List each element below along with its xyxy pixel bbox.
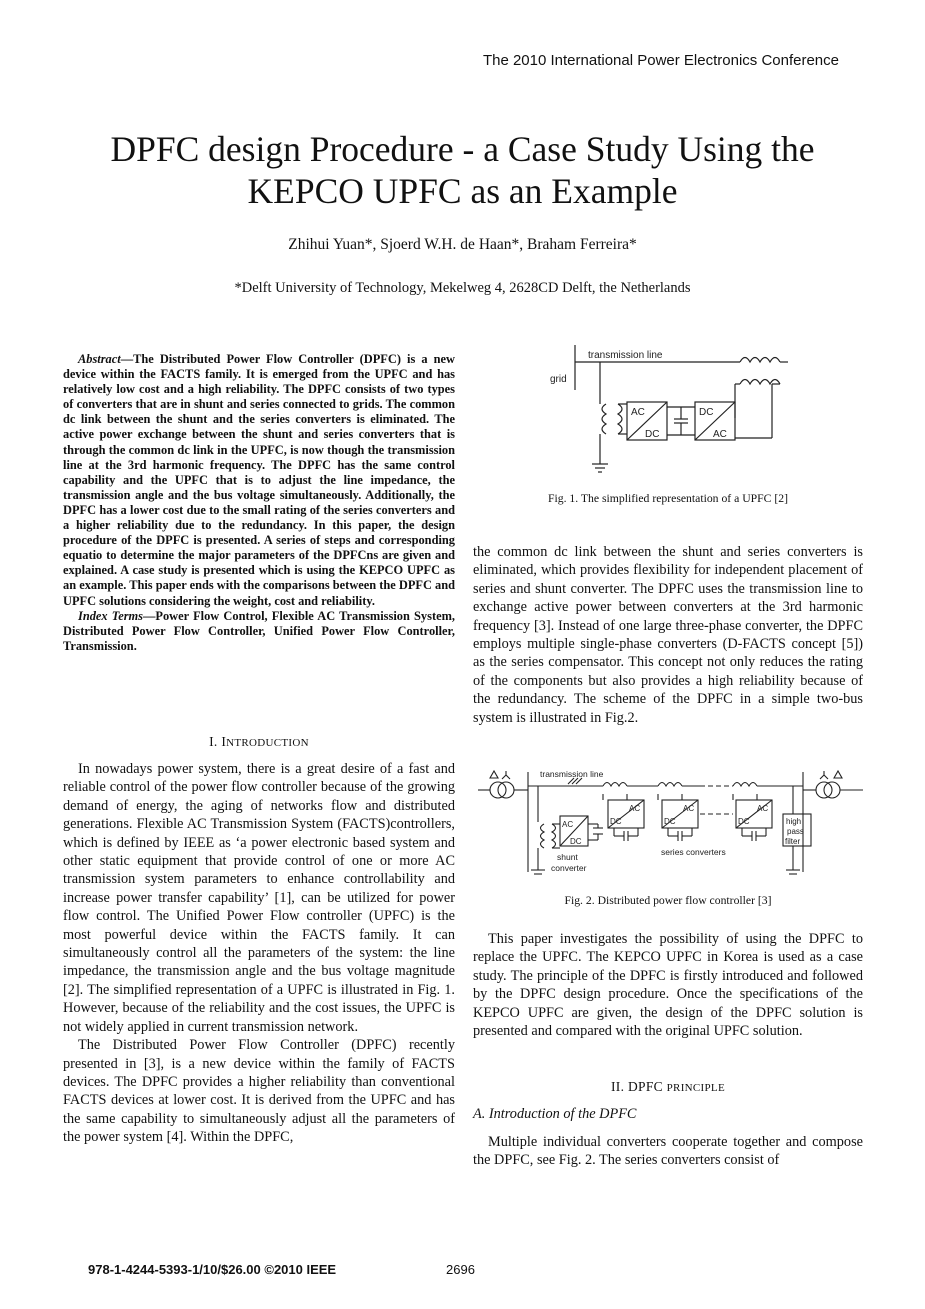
figure-2-dpfc-diagram [478,764,863,879]
right-column-continuation: the common dc link between the shunt and series converters is eliminated, which provides flexibility for independent placement of series and shunt converter. The DPFC uses the transmission line to exchange active power between converters at the 3rd harmonic frequency [3]. Instead of one large three-phase converter, the DPFC employs multiple single-phase converters (D-FACTS concept [5]) as the series compensator. This concept not only reduces the rating of the components but also provides a high reliability because of the redundancy. The scheme of the DPFC in a simple two-bus system is illustrated in Fig.2. [473,544,863,726]
intro-paragraph-1: In nowadays power system, there is a great desire of a fast and reliable control of the power flow controller because of the growing demand of energy, the aging of networks flow and distributed generations. Flexible AC Transmission System (FACTS)controllers, which is defined by IEEE as ‘a power electronic based system and other static equipment that provide control of one or more AC transmission system parameters to enhance controllability and increase power transfer capability’ [1], can be utilized for power flow control. The Unified Power Flow controller (UPFC) is the most powerful device within the FACTS family. It can simultaneously control all the parameters of the system: the line impedance, the transmission angle and the bus voltage magnitude [2]. The simplified representation of a UPFC is illustrated in Fig. 1. However, because of the reliability and the cost issues, the UPFC is not widely applied in current transmission network. [63,761,455,1035]
page-number: 2696 [446,1262,475,1277]
section-heading-introduction: I. INTRODUCTION [209,734,309,749]
fig1-transmission-line-label: transmission line [588,350,663,361]
intro-paragraph-2: The Distributed Power Flow Controller (DPFC) recently presented in [3], is a new device within the family of FACTS devices. The DPFC provides a higher reliability than conventional FACTS devices at lower cost. It is derived from the UPFC and has the same capability to simultaneously adjust all the parameters of the power system [4]. Within the DPFC, [63,1037,455,1146]
fig2-filter-filter: filter [785,837,801,846]
fig2-series3-ac: AC [757,804,769,813]
abstract-label: Abstract [78,352,121,366]
authors: Zhihui Yuan*, Sjoerd W.H. de Haan*, Braham Ferreira* [288,236,637,253]
fig2-series2-dc: DC [664,817,676,826]
section-heading-dpfc-principle: II. DPFC PRINCIPLE [611,1079,725,1094]
fig2-series2-ac: AC [683,804,695,813]
index-terms-label: Index Terms [78,608,144,623]
abstract-text: —The Distributed Power Flow Controller (DPFC) is a new device within the FACTS family. It is emerged from the UPFC and has relatively low cost and a high reliability. The DPFC consists of two types of converters that are in shunt and series connected to grids. The common dc link between the shunt and the series converters is eliminated. The active power exchange between the shunt and series converters that is through the common dc link in the UPFC, is now though the transmission line at the 3rd harmonic frequency. The DPFC has the same control capability and the UPFC that is to adjust the line impedance, the transmission angle and the bus voltage simultaneously. Additionally, the DPFC has a lower cost due to the small rating of the series converters and a higher reliability due to the redundancy. In this paper, the design procedure of the DPFC is presented. A series of steps and corresponding equatio to determine the major parameters of the DPFCns are given and explained. A case study is presented which is using the KEPCO UPFC as an example. This paper ends with the comparisons between the DPFC and UPFC solutions considering the weight, cost and reliability. [63,352,455,608]
fig2-filter-high: high [786,817,802,826]
investigation-paragraph: This paper investigates the possibility of using the DPFC to replace the UPFC. The KEPCO UPFC in Korea is used as a case study. The principle of the DPFC is firstly introduced and followed by the DPFC design procedure. Once the specifications of the KEPCO UPFC are given, the design of the DPFC solution is presented and compared with the original UPFC solution. [473,931,863,1040]
paper-title [40,128,885,212]
fig2-filter-pass: pass [787,827,804,836]
fig2-shunt-dc: DC [570,837,582,846]
fig2-series1-dc: DC [610,817,622,826]
right-column-body [473,930,863,1040]
subsection-heading: A. Introduction of the DPFC [473,1106,637,1122]
fig1-conv2-dc: DC [699,407,714,418]
principle-paragraph: Multiple individual converters cooperate together and compose the DPFC, see Fig. 2. The series converters consist of [473,1134,863,1169]
principle-body [473,1133,863,1170]
fig2-series-converters-label: series converters [661,847,726,857]
affiliation: *Delft University of Technology, Mekelweg 4, 2628CD Delft, the Netherlands [234,280,691,296]
title-line-2: KEPCO UPFC as an Example [247,171,678,211]
fig2-shunt-label: shunt [557,852,578,862]
fig2-transmission-line-label: transmission line [540,769,604,779]
fig1-conv1-dc: DC [645,429,660,440]
fig2-converter-label: converter [551,863,587,873]
fig1-conv2-ac: AC [713,429,727,440]
title-line-1: DPFC design Procedure - a Case Study Using the [110,129,815,169]
figure-1-upfc-diagram [540,342,790,477]
fig1-grid-label: grid [550,374,567,385]
figure-2-caption: Fig. 2. Distributed power flow controller [3] [564,894,772,907]
figure-1-caption: Fig. 1. The simplified representation of a UPFC [2] [548,492,788,505]
abstract [63,352,455,654]
isbn-footer: 978-1-4244-5393-1/10/$26.00 ©2010 IEEE [88,1262,337,1277]
fig2-series1-ac: AC [629,804,641,813]
left-column-body [63,760,455,1147]
fig2-series3-dc: DC [738,817,750,826]
index-terms-text: —Power Flow Control, Flexible AC Transmission System, Distributed Power Flow Controller, Unified Power Flow Controller, Transmission. [63,608,455,653]
fig1-conv1-ac: AC [631,407,645,418]
fig2-shunt-ac: AC [562,820,574,829]
conference-header: The 2010 International Power Electronics Conference [482,52,839,69]
